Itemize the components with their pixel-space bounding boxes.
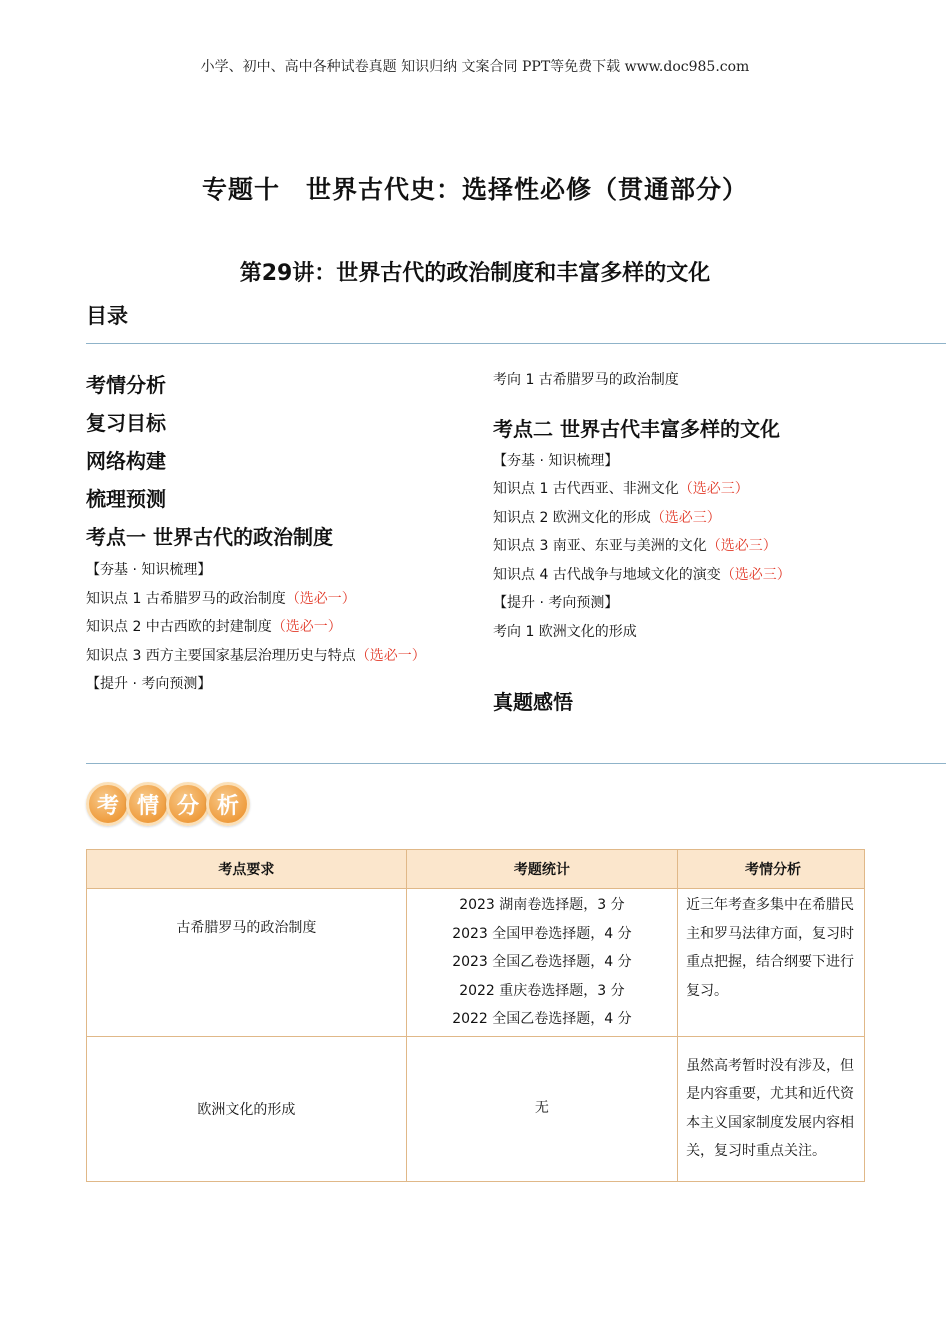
exam-analysis-badge: [86, 782, 246, 826]
toc-item-network[interactable]: 网络构建: [86, 449, 166, 473]
stat-line: 2023 全国甲卷选择题，4 分: [452, 925, 632, 942]
stat-line: 2023 湖南卷选择题，3 分: [459, 897, 625, 913]
topic-title: 专题十 世界古代史：选择性必修（贯通部分）: [201, 175, 748, 204]
exam-analysis-table: [86, 849, 865, 1182]
lecture-title: 第29讲：世界古代的政治制度和丰富多样的文化: [239, 261, 711, 286]
toc-point1-advance[interactable]: 【提升 · 考向预测】: [86, 676, 212, 692]
badge-char: 析: [206, 782, 250, 826]
toc-item-exam-analysis[interactable]: 考情分析: [86, 373, 166, 397]
stat-line: 2022 全国乙卷选择题，4 分: [452, 1011, 632, 1027]
knowledge-label: 知识点 1 古代西亚、非洲文化: [493, 481, 679, 497]
toc-point1-knowledge2[interactable]: [86, 613, 466, 642]
table-row: [87, 889, 865, 1037]
toc-point2-knowledge1[interactable]: [493, 475, 913, 504]
course-tag: （选必一）: [271, 619, 342, 635]
toc-point1-title[interactable]: 考点一 世界古代的政治制度: [86, 525, 333, 549]
stat-line: 2022 重庆卷选择题，3 分: [459, 982, 625, 999]
analysis-cell: 虽然高考暂时没有涉及，但是内容重要，尤其和近代资本主义国家制度发展内容相关，复习时重点关注。: [678, 1036, 865, 1181]
course-tag: （选必三）: [678, 481, 749, 497]
toc-point1-foundation[interactable]: 【夯基 · 知识梳理】: [86, 562, 212, 578]
site-header: 小学、初中、高中各种试卷真题 知识归纳 文案合同 PPT等免费下载 www.doc985.com: [200, 59, 750, 75]
course-tag: （选必三）: [706, 538, 777, 554]
stat-line: 无: [534, 1100, 549, 1117]
knowledge-label: 知识点 2 中古西欧的封建制度: [86, 619, 272, 635]
toc-left-column: [86, 366, 466, 699]
stats-cell: [406, 1036, 677, 1181]
table-row: [87, 1036, 865, 1181]
table-header-row: [87, 850, 865, 889]
toc-item-review-goals[interactable]: 复习目标: [86, 411, 166, 435]
toc-right-column: [493, 366, 913, 715]
toc-point2-knowledge3[interactable]: [493, 532, 913, 561]
course-tag: （选必一）: [355, 647, 426, 664]
stat-line: 2023 全国乙卷选择题，4 分: [452, 954, 632, 970]
toc-direction2[interactable]: 考向 1 欧洲文化的形成: [493, 623, 637, 640]
toc-point1-knowledge1[interactable]: [86, 585, 466, 614]
toc-heading: 目录: [86, 304, 128, 328]
knowledge-label: 知识点 1 古希腊罗马的政治制度: [86, 590, 286, 607]
toc-direction1[interactable]: 考向 1 古希腊罗马的政治制度: [493, 372, 679, 388]
column-header: 考题统计: [406, 850, 677, 889]
toc-point2-title[interactable]: 考点二 世界古代丰富多样的文化: [493, 416, 780, 441]
toc-top-divider: [86, 343, 946, 344]
course-tag: （选必三）: [650, 509, 721, 526]
column-header: 考情分析: [678, 850, 865, 889]
knowledge-label: 知识点 2 欧洲文化的形成: [493, 509, 651, 526]
toc-real-questions[interactable]: 真题感悟: [493, 690, 573, 714]
analysis-cell: 近三年考查多集中在希腊民主和罗马法律方面，复习时重点把握，结合纲要下进行复习。: [678, 889, 865, 1037]
badge-char: 情: [126, 782, 170, 826]
toc-point2-knowledge4[interactable]: [493, 561, 913, 590]
point-cell: 欧洲文化的形成: [87, 1036, 407, 1181]
badge-char: 分: [166, 782, 210, 826]
course-tag: （选必三）: [720, 566, 791, 583]
knowledge-label: 知识点 4 古代战争与地域文化的演变: [493, 566, 721, 583]
toc-item-sort-predict[interactable]: 梳理预测: [86, 487, 166, 511]
knowledge-label: 知识点 3 西方主要国家基层治理历史与特点: [86, 647, 356, 664]
stats-cell: [406, 889, 677, 1037]
toc-point1-knowledge3[interactable]: [86, 642, 466, 671]
toc-point2-advance[interactable]: 【提升 · 考向预测】: [493, 595, 619, 611]
knowledge-label: 知识点 3 南亚、东亚与美洲的文化: [493, 538, 707, 554]
point-cell: 古希腊罗马的政治制度: [87, 889, 407, 1037]
course-tag: （选必一）: [285, 590, 356, 607]
toc-point2-foundation[interactable]: 【夯基 · 知识梳理】: [493, 452, 619, 469]
toc-bottom-divider: [86, 763, 946, 764]
badge-char: 考: [86, 782, 130, 826]
column-header: 考点要求: [87, 850, 407, 889]
toc-point2-knowledge2[interactable]: [493, 504, 913, 533]
